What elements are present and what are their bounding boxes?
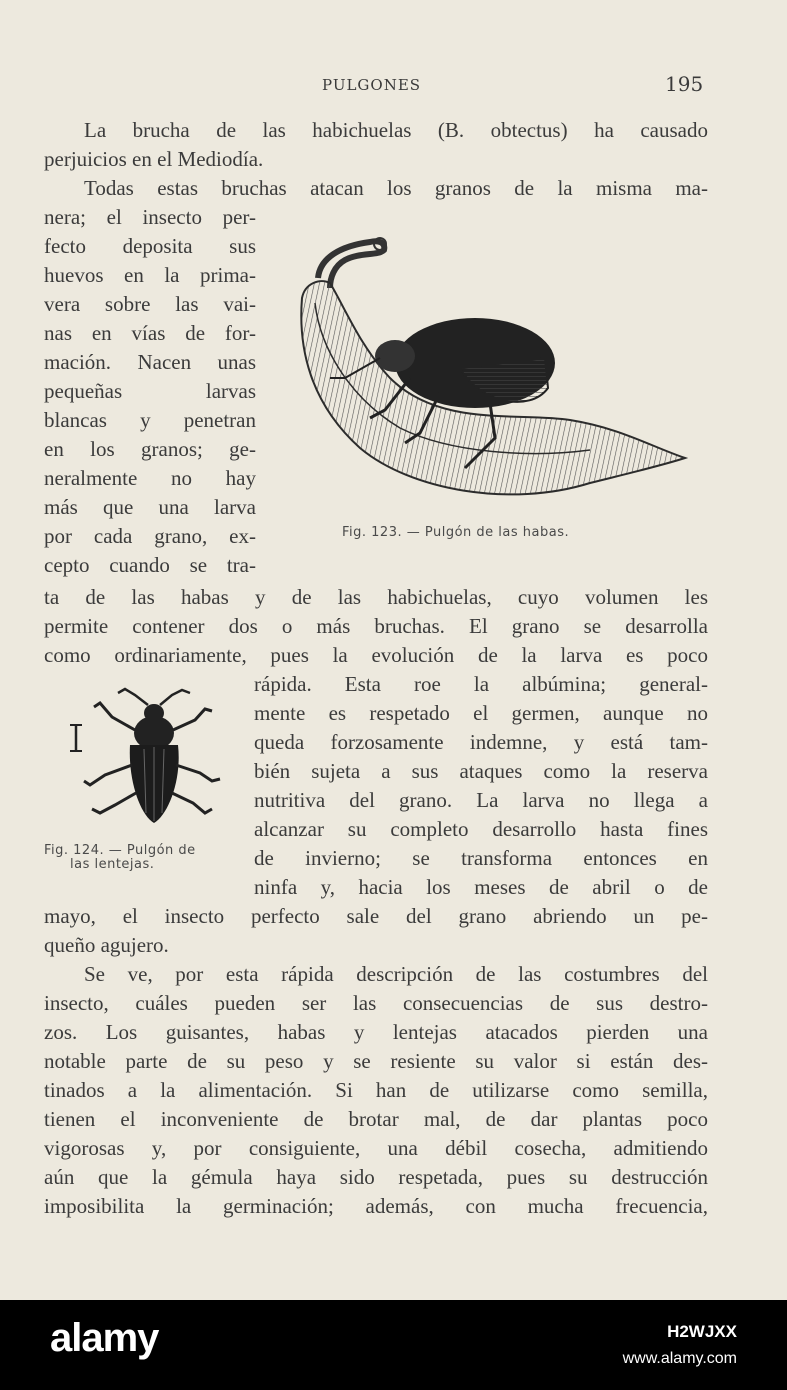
text-line: cepto cuando se tra- — [44, 553, 256, 577]
running-title: PULGONES — [322, 76, 422, 94]
fig124-caption-line2: las lentejas. — [70, 857, 155, 872]
image-id: H2WJXX — [667, 1322, 737, 1341]
text-line: huevos en la prima- — [44, 263, 256, 287]
text-line: notable parte de su peso y se resiente su valor si están des- — [44, 1049, 708, 1073]
text-line: permite contener dos o más bruchas. El grano se desarrolla — [44, 614, 708, 638]
text-line: Se ve, por esta rápida descripción de las costumbres del — [84, 962, 708, 986]
text-line: mación. Nacen unas — [44, 350, 256, 374]
text-line: perjuicios en el Mediodía. — [44, 147, 264, 171]
text-line: nera; el insecto per- — [44, 205, 256, 229]
text-line: fecto deposita sus — [44, 234, 256, 258]
text-line: más que una larva — [44, 495, 256, 519]
text-line: mayo, el insecto perfecto sale del grano abriendo un pe- — [44, 904, 708, 928]
text-line: alcanzar su completo desarrollo hasta fines — [254, 817, 708, 841]
text-line: vigorosas y, por consiguiente, una débil cosecha, admitiendo — [44, 1136, 708, 1160]
text-line: en los granos; ge- — [44, 437, 256, 461]
text-line: nutritiva del grano. La larva no llega a — [254, 788, 708, 812]
page-header — [0, 72, 787, 100]
text-line: queño agujero. — [44, 933, 169, 957]
text-line: de invierno; se transforma entonces en — [254, 846, 708, 870]
text-line: mente es respetado el germen, aunque no — [254, 701, 708, 725]
text-line: ta de las habas y de las habichuelas, cuyo volumen les — [44, 585, 708, 609]
text-line: bién sujeta a sus ataques como la reserva — [254, 759, 708, 783]
fig123-caption: Fig. 123. — Pulgón de las habas. — [342, 525, 570, 540]
text-line: ninfa y, hacia los meses de abril o de — [254, 875, 708, 899]
text-line: Todas estas bruchas atacan los granos de la misma ma- — [84, 176, 708, 200]
stock-url: www.alamy.com — [622, 1350, 737, 1367]
text-line: imposibilita la germinación; además, con mucha frecuencia, — [44, 1194, 708, 1218]
fig123-illustration — [290, 228, 690, 518]
text-line: como ordinariamente, pues la evolución de la larva es poco — [44, 643, 708, 667]
alamy-logo: alamy — [50, 1316, 159, 1360]
text-line: nas en vías de for- — [44, 321, 256, 345]
fig124-caption-line1: Fig. 124. — Pulgón de — [44, 843, 196, 858]
text-line: neralmente no hay — [44, 466, 256, 490]
text-line: tinados a la alimentación. Si han de utilizarse como semilla, — [44, 1078, 708, 1102]
text-line: La brucha de las habichuelas (B. obtectus) ha causado — [84, 118, 708, 142]
text-line: por cada grano, ex- — [44, 524, 256, 548]
text-line: aún que la gémula haya sido respetada, pues su destrucción — [44, 1165, 708, 1189]
text-line: blancas y penetran — [44, 408, 256, 432]
text-line: queda forzosamente indemne, y está tam- — [254, 730, 708, 754]
fig124-illustration — [60, 685, 230, 835]
text-line: rápida. Esta roe la albúmina; general- — [254, 672, 708, 696]
text-line: tienen el inconveniente de brotar mal, de dar plantas poco — [44, 1107, 708, 1131]
text-line: pequeñas larvas — [44, 379, 256, 403]
text-line: zos. Los guisantes, habas y lentejas atacados pierden una — [44, 1020, 708, 1044]
page-number: 195 — [665, 72, 704, 96]
text-line: insecto, cuáles pueden ser las consecuencias de sus destro- — [44, 991, 708, 1015]
text-line: vera sobre las vai- — [44, 292, 256, 316]
stock-footer-bar — [0, 1300, 787, 1390]
